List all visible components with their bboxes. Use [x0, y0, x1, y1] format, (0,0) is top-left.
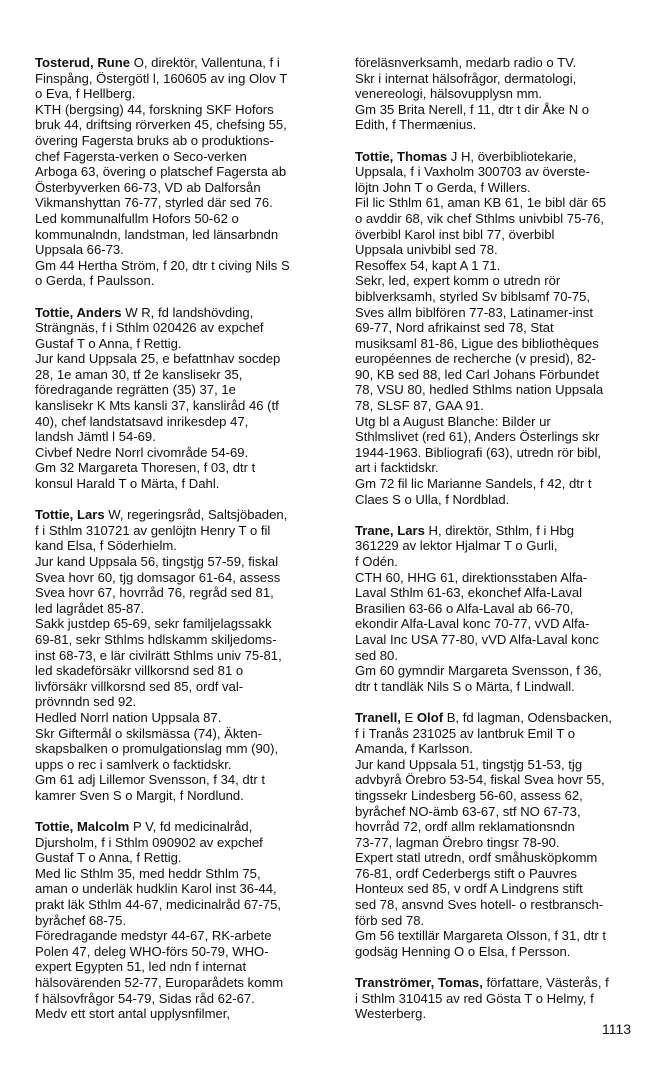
- entry-line: Edith, f Thermænius.: [355, 117, 477, 133]
- right-column: [355, 55, 653, 1037]
- entry-line: Uppsala univbibl sed 78.: [355, 242, 498, 258]
- entry-line: Uppsala 66-73.: [35, 242, 124, 258]
- entry-line: musiksaml 81-86, Ligue des bibliothèques: [355, 335, 599, 351]
- entry-line: led lagrådet 85-87.: [35, 600, 145, 616]
- entry-line: expert Egypten 51, led ndn f internat: [35, 959, 247, 975]
- left-column: [35, 55, 333, 1037]
- entry-line: Hedled Norrl nation Uppsala 87.: [35, 709, 222, 725]
- entry-line: 90, KB sed 88, led Carl Johans Förbundet: [355, 366, 599, 382]
- entry-line: prövnndn sed 92.: [35, 694, 137, 710]
- entry-line: art i facktidskr.: [355, 460, 439, 476]
- entry-line: Jur kand Uppsala 56, tingstjg 57-59, fiskal: [35, 554, 279, 569]
- entry-line: européennes de recherche (v presid), 82-: [355, 351, 596, 367]
- entry-given-name: Olof: [416, 709, 444, 725]
- entry-line: Gustaf T o Anna, f Rettig.: [35, 850, 182, 866]
- biography-entry: Trane, Lars H, direktör, Sthlm, f i Hbg 361229 av lektor Hjalmar T o Gurli, f Odén. CTH 60, HHG 61, direktionsstaben Alfa- Laval Sthlm 61-63, ekonchef Alfa-Laval Brasilien 63-66 o Alfa-Laval ab 66-70, ekondir Alfa-Laval konc 70-77, vVD Alfa- Laval Inc USA 77-80, vVD Alfa-Laval konc sed 80. Gm 60 gymndir Margareta Svensson, f 36, dtr t tandläk Nils S o Märta, f Lindwall.: [355, 523, 653, 695]
- entry-line: Djursholm, f i Sthlm 090902 av expchef: [35, 834, 263, 850]
- entry-line: 1944-1963. Bibliografi (63), utredn rör bibl,: [355, 444, 602, 460]
- entry-line: 73-77, lagman Örebro tingsr 78-90.: [355, 834, 560, 850]
- entry-line: Led kommunalfullm Hofors 50-62 o: [35, 210, 239, 226]
- biography-entry: Tranell, E Olof B, fd lagman, Odensbacken, f i Tranås 231025 av lantbruk Emil T o Amanda, f Karlsson. Jur kand Uppsala 51, tingstjg 51-53, tjg advbyrå Örebro 53-54, fiskal Svea hovr 55, tingssekr Lindesberg 56-60, assess 62, byråchef NO-ämb 63-67, stf NO 67-73, hovrråd 72, ordf allm reklamationsndn 73-77, lagman Örebro tingsr 78-90. Expert statl utredn, ordf småhusköpkomm 76-81, ordf Cederbergs stift o Pauvres Honteux sed 85, v ordf A Lindgrens stift sed 78, ansvnd Sves hotell- o restbransch- förb sed 78. Gm 56 textillär Margareta Olsson, f 31, dtr t godsäg Henning O o Elsa, f Persson.: [355, 710, 653, 960]
- entry-line: aman o underläk hudklin Karol inst 36-44,: [35, 881, 277, 897]
- entry-line: godsäg Henning O o Elsa, f Persson.: [355, 943, 571, 959]
- entry-line: Westerberg.: [355, 1006, 427, 1022]
- entry-line: Gm 44 Hertha Ström, f 20, dtr t civing Nils S: [35, 257, 290, 273]
- entry-line: Laval Sthlm 61-63, ekonchef Alfa-Laval: [355, 585, 583, 601]
- entry-line: Vikmanshyttan 76-77, styrled där sed 76.: [35, 195, 273, 211]
- entry-line: Sekr, led, expert komm o utredn rör: [355, 273, 561, 289]
- entry-line: livförsäkr villkorsnd sed 85, ordf val-: [35, 678, 244, 694]
- entry-surname: Tottie, Lars: [35, 507, 105, 523]
- entry-line: f hälsovfrågor 54-79, Sidas råd 62-67.: [35, 990, 255, 1006]
- entry-line: Sakk justdep 65-69, sekr familjelagssakk: [35, 616, 272, 632]
- entry-line: upps o rec i samlverk o facktidskr.: [35, 756, 232, 772]
- entry-line: överbibl Karol inst bibl 77, överbibl: [355, 226, 555, 242]
- entry-surname: Tranströmer, Tomas,: [355, 975, 483, 991]
- entry-surname: Tottie, Thomas: [355, 148, 448, 164]
- entry-line: Utg bl a August Blanche: Bilder ur: [355, 413, 551, 429]
- entry-surname: Tottie, Anders: [35, 304, 122, 320]
- entry-line: Resoffex 54, kapt A 1 71.: [355, 257, 501, 273]
- entry-line: hovrråd 72, ordf allm reklamationsndn: [355, 819, 575, 835]
- biography-entry: Tottie, Malcolm P V, fd medicinalråd, Djursholm, f i Sthlm 090902 av expchef Gustaf T o Anna, f Rettig. Med lic Sthlm 35, med heddr Sthlm 75, aman o underläk hudklin Karol inst 36-44, prakt läk Sthlm 44-67, medicinalråd 67-75, byråchef 68-75. Föredragande medstyr 44-67, RK-arbete Polen 47, deleg WHO-förs 50-79, WHO- expert Egypten 51, led ndn f internat hälsovärenden 52-77, Europarådets komm f hälsovfrågor 54-79, Sidas råd 62-67. Medv ett stort antal upplysnfilmer,: [35, 819, 333, 1022]
- entry-line: kommunalndn, landstman, led länsarbndn: [35, 226, 279, 242]
- entry-line: o avddir 68, vik chef Sthlms univbibl 75-76,: [355, 210, 604, 226]
- entry-line: o Gerda, f Paulsson.: [35, 273, 155, 289]
- entry-line: biblverksamh, styrled Sv biblsamf 70-75,: [355, 288, 591, 304]
- entry-line: bruk 44, driftsing rörverken 45, chefsing 55,: [35, 117, 287, 133]
- entry-line: Skr Giftermål o skilsmässa (74), Äkten-: [35, 725, 263, 741]
- entry-line: konsul Harald T o Märta, f Dahl.: [35, 476, 220, 492]
- entry-line: Gm 72 fil lic Marianne Sandels, f 42, dtr t: [355, 476, 592, 492]
- entry-line: sed 80.: [355, 647, 398, 663]
- biography-entry: Tottie, Thomas J H, överbibliotekarie, Uppsala, f i Vaxholm 300703 av överste- löjtn John T o Gerda, f Willers. Fil lic Sthlm 61, aman KB 61, 1e bibl där 65 o avddir 68, vik chef Sthlms univbibl 75-76, överbibl Karol inst bibl 77, överbibl Uppsala univbibl sed 78. Resoffex 54, kapt A 1 71. Sekr, led, expert komm o utredn rör biblverksamh, styrled Sv biblsamf 70-75, Sves allm biblfören 77-83, Latinamer-inst 69-77, Nord afrikainst sed 78, Stat musiksaml 81-86, Ligue des bibliothèques européennes de recherche (v presid), 82- 90, KB sed 88, led Carl Johans Förbundet 78, VSU 80, hedled Sthlms nation Uppsala 78, SLSF 87, GAA 91. Utg bl a August Blanche: Bilder ur Sthlmslivet (red 61), Anders Österlings skr 1944-1963. Bibliografi (63), utredn rör bibl, art i facktidskr. Gm 72 fil lic Marianne Sandels, f 42, dtr t Claes S o Ulla, f Nordblad.: [355, 149, 653, 508]
- entry-line: venereologi, hälsovupplysn mm.: [355, 86, 543, 102]
- entry-line: Svea hovr 67, hovrråd 76, regråd sed 81,: [35, 585, 274, 601]
- entry-line: dtr t tandläk Nils S o Märta, f Lindwall.: [355, 678, 575, 694]
- entry-line: 361229 av lektor Hjalmar T o Gurli,: [355, 538, 558, 554]
- entry-surname: Tottie, Malcolm: [35, 819, 130, 835]
- entry-line: led skadeförsäkr villkorsnd sed 81 o: [35, 663, 244, 679]
- entry-line: 69-81, sekr Sthlms hdlskamm skiljedoms-: [35, 631, 277, 647]
- entry-line: Gm 32 Margareta Thoresen, f 03, dtr t: [35, 460, 256, 476]
- entry-line: Föredragande medstyr 44-67, RK-arbete: [35, 928, 272, 944]
- entry-line: Honteux sed 85, v ordf A Lindgrens stift: [355, 881, 583, 897]
- entry-line: inst 68-73, e lär civilrätt Sthlms univ 75-81,: [35, 647, 282, 663]
- entry-line: övering Fagersta bruks ab o produktions-: [35, 132, 274, 148]
- entry-line: Medv ett stort antal upplysnfilmer,: [35, 1006, 231, 1022]
- entry-line: Skr i internat hälsofrågor, dermatologi,: [355, 70, 577, 86]
- entry-line: f i Tranås 231025 av lantbruk Emil T o: [355, 725, 576, 741]
- entry-line: Amanda, f Karlsson.: [355, 741, 473, 757]
- entry-line: Gm 56 textillär Margareta Olsson, f 31, dtr t: [355, 928, 607, 944]
- entry-line: Sthlmslivet (red 61), Anders Österlings skr: [355, 429, 600, 445]
- entry-surname: Tranell,: [355, 709, 401, 725]
- entry-surname: Trane, Lars: [355, 522, 425, 538]
- entry-line: Laval Inc USA 77-80, vVD Alfa-Laval konc: [355, 631, 599, 647]
- entry-line: Jur kand Uppsala 51, tingstjg 51-53, tjg: [355, 756, 583, 772]
- entry-line: i Sthlm 310415 av red Gösta T o Helmy, f: [355, 990, 594, 1006]
- entry-line: sed 78, ansvnd Sves hotell- o restbransch-: [355, 897, 604, 913]
- entry-line: 40), chef landstatsavd inrikesdep 47,: [35, 413, 249, 429]
- entry-line: f Odén.: [355, 554, 398, 569]
- entry-line: Gm 35 Brita Nerell, f 11, dtr t dir Åke N o: [355, 101, 590, 117]
- biography-entry-continued: [355, 55, 653, 133]
- entry-line: tingssekr Lindesberg 56-60, assess 62,: [355, 787, 583, 803]
- entry-given-name: Rune: [97, 55, 131, 70]
- entry-line: CTH 60, HHG 61, direktionsstaben Alfa-: [355, 569, 588, 585]
- entry-line: chef Fagersta-verken o Seco-verken: [35, 148, 247, 164]
- biography-entry: Tottie, Anders W R, fd landshövding, Strängnäs, f i Sthlm 020426 av expchef Gustaf T o Anna, f Rettig. Jur kand Uppsala 25, e befattnhav socdep 28, 1e aman 30, tf 2e kanslisekr 35, föredragande regrätten (35) 37, 1e kanslisekr K Mts kansli 37, kansliråd 46 (tf 40), chef landstatsavd inrikesdep 47, landsh Jämtl l 54-69. Civbef Nedre Norrl civområde 54-69. Gm 32 Margareta Thoresen, f 03, dtr t konsul Harald T o Märta, f Dahl.: [35, 305, 333, 492]
- entry-line: advbyrå Örebro 53-54, fiskal Svea hovr 55,: [355, 772, 605, 788]
- entry-line: Polen 47, deleg WHO-förs 50-79, WHO-: [35, 943, 269, 959]
- entry-line: landsh Jämtl l 54-69.: [35, 429, 156, 445]
- entry-line: prakt läk Sthlm 44-67, medicinalråd 67-75,: [35, 897, 281, 913]
- entry-line: ekondir Alfa-Laval konc 70-77, vVD Alfa-: [355, 616, 590, 632]
- entry-line: föreläsnverksamh, medarb radio o TV.: [355, 55, 577, 70]
- entry-line: o Eva, f Hellberg.: [35, 86, 136, 102]
- entry-line: löjtn John T o Gerda, f Willers.: [355, 179, 531, 195]
- entry-line: Claes S o Ulla, f Nordblad.: [355, 491, 510, 507]
- entry-line: 69-77, Nord afrikainst sed 78, Stat: [355, 320, 554, 336]
- entry-line: föredragande regrätten (35) 37, 1e: [35, 382, 236, 398]
- entry-line: Gustaf T o Anna, f Rettig.: [35, 335, 182, 351]
- entry-line: Gm 60 gymndir Margareta Svensson, f 36,: [355, 663, 602, 679]
- entry-line: hälsovärenden 52-77, Europarådets komm: [35, 975, 284, 991]
- entry-line: Österbyverken 66-73, VD ab Dalforsån: [35, 179, 261, 195]
- entry-line: Arboga 63, övering o platschef Fagersta ab: [35, 164, 287, 180]
- entry-line: Strängnäs, f i Sthlm 020426 av expchef: [35, 320, 264, 336]
- entry-line: skapsbalken o promulgationslag mm (90),: [35, 741, 279, 757]
- entry-line: byråchef 68-75.: [35, 912, 126, 928]
- entry-line: Sves allm biblfören 77-83, Latinamer-inst: [355, 304, 593, 320]
- entry-line: Expert statl utredn, ordf småhusköpkomm: [355, 850, 598, 866]
- entry-line: Uppsala, f i Vaxholm 300703 av överste-: [355, 164, 590, 180]
- entry-line: f i Sthlm 310721 av genlöjtn Henry T o fil: [35, 522, 271, 538]
- entry-line: 78, SLSF 87, GAA 91.: [355, 398, 484, 414]
- entry-line: 76-81, ordf Cederbergs stift o Pauvres: [355, 865, 577, 881]
- entry-line: Civbef Nedre Norrl civområde 54-69.: [35, 444, 249, 460]
- page-number: 1113: [602, 1021, 632, 1037]
- entry-line: kanslisekr K Mts kansli 37, kansliråd 46 (tf: [35, 398, 279, 414]
- entry-surname: Tosterud,: [35, 55, 94, 70]
- biography-entry: Tranströmer, Tomas, författare, Västerås, f i Sthlm 310415 av red Gösta T o Helmy, f Westerberg.: [355, 975, 653, 1022]
- entry-line: KTH (bergsing) 44, forskning SKF Hofors: [35, 101, 274, 117]
- biography-entry: Tottie, Lars W, regeringsråd, Saltsjöbaden, f i Sthlm 310721 av genlöjtn Henry T o fil kand Elsa, f Söderhielm. Jur kand Uppsala 56, tingstjg 57-59, fiskal Svea hovr 60, tjg domsagor 61-64, assess Svea hovr 67, hovrråd 76, regråd sed 81, led lagrådet 85-87. Sakk justdep 65-69, sekr familjelagssakk 69-81, sekr Sthlms hdlskamm skiljedoms- inst 68-73, e lär civilrätt Sthlms univ 75-81, led skadeförsäkr villkorsnd sed 81 o livförsäkr villkorsnd sed 85, ordf val- prövnndn sed 92. Hedled Norrl nation Uppsala 87. Skr Giftermål o skilsmässa (74), Äkten- skapsbalken o promulgationslag mm (90), upps o rec i samlverk o facktidskr. Gm 61 adj Lillemor Svensson, f 34, dtr t kamrer Sven S o Margit, f Nordlund.: [35, 507, 333, 803]
- biography-entry: Tosterud, Rune O, direktör, Vallentuna, f i Finspång, Östergötl l, 160605 av ing Olov T o Eva, f Hellberg. KTH (bergsing) 44, forskning SKF Hofors bruk 44, driftsing rörverken 45, chefsing 55, övering Fagersta bruks ab o produktions- chef Fagersta-verken o Seco-verken Arboga 63, övering o platschef Fagersta ab Österbyverken 66-73, VD ab Dalforsån Vikmanshyttan 76-77, styrled där sed 76. Led kommunalfullm Hofors 50-62 o kommunalndn, landstman, led länsarbndn Uppsala 66-73. Gm 44 Hertha Ström, f 20, dtr t civing Nils S o Gerda, f Paulsson.: [35, 55, 333, 289]
- entry-line: kand Elsa, f Söderhielm.: [35, 538, 177, 554]
- entry-line: Brasilien 63-66 o Alfa-Laval ab 66-70,: [355, 600, 574, 616]
- entry-line: Svea hovr 60, tjg domsagor 61-64, assess: [35, 569, 281, 585]
- entry-line: 78, VSU 80, hedled Sthlms nation Uppsala: [355, 382, 604, 398]
- entry-line: Med lic Sthlm 35, med heddr Sthlm 75,: [35, 865, 261, 881]
- entry-line: Gm 61 adj Lillemor Svensson, f 34, dtr t: [35, 772, 265, 788]
- entry-line: Finspång, Östergötl l, 160605 av ing Olov T: [35, 70, 288, 86]
- entry-line: Jur kand Uppsala 25, e befattnhav socdep: [35, 351, 281, 367]
- entry-line: Fil lic Sthlm 61, aman KB 61, 1e bibl där 65: [355, 195, 607, 211]
- entry-line: byråchef NO-ämb 63-67, stf NO 67-73,: [355, 803, 581, 819]
- entry-line: kamrer Sven S o Margit, f Nordlund.: [35, 787, 244, 803]
- entry-line: 28, 1e aman 30, tf 2e kanslisekr 35,: [35, 366, 243, 382]
- entry-line: förb sed 78.: [355, 912, 425, 928]
